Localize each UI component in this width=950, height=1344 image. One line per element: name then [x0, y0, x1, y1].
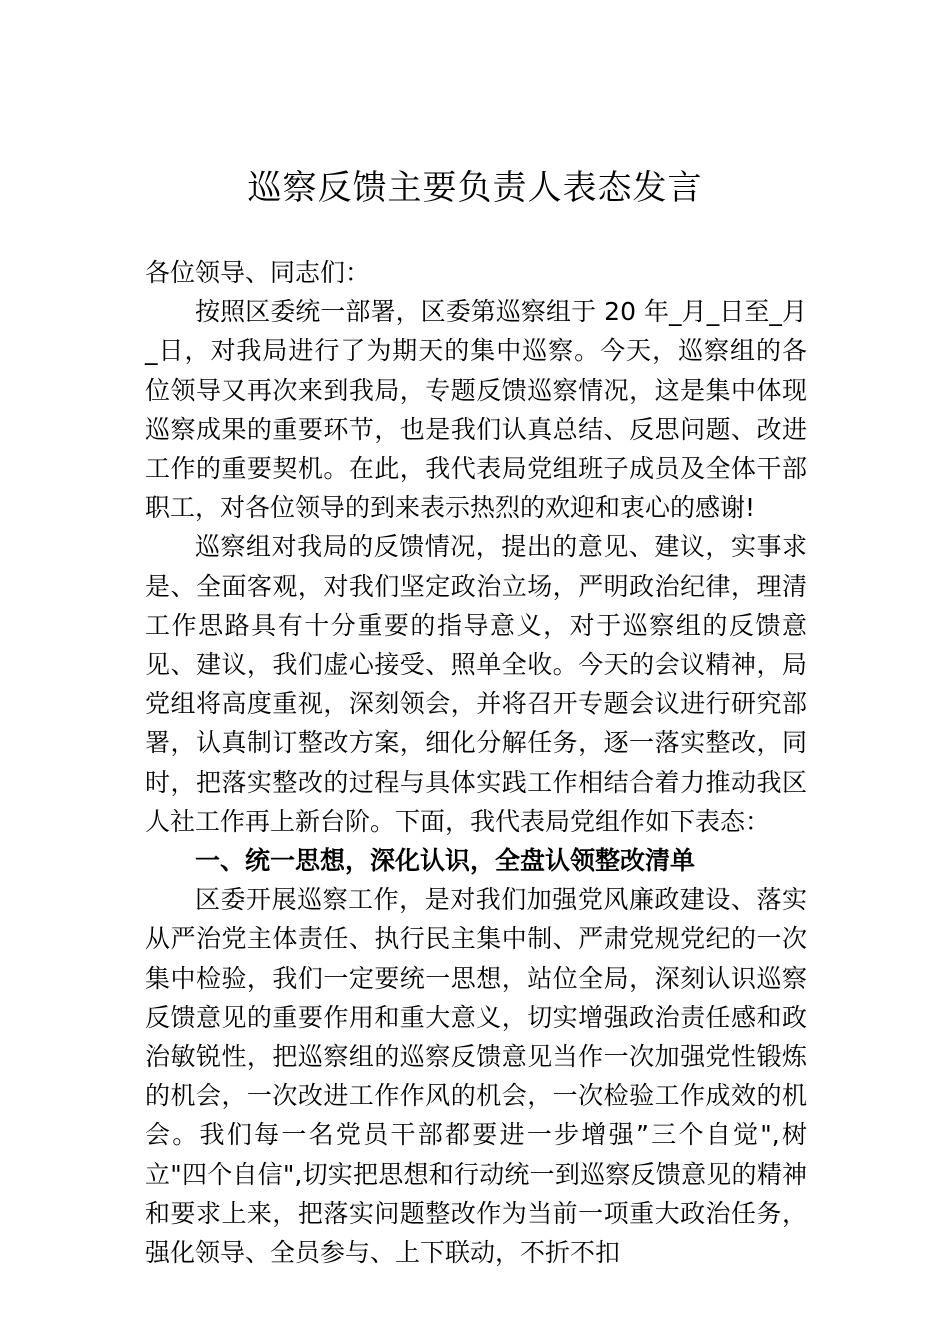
section-heading: 一、统一思想，深化认识，全盘认领整改清单 — [195, 846, 696, 876]
paragraph-response: 巡察组对我局的反馈情况，提出的意见、建议，实事求是、全面客观，对我们坚定政治立场，严明政治纪律，理清工作思路具有十分重要的指导意义，对于巡察组的反馈意见、建议，我们虚心接受、照单全收。今天的会议精神，局党组将高度重视，深刻领会，并将召开专题会议进行研究部署，认真制订整改方案，细化分解任务，逐一落实整改，同时，把落实整改的过程与具体实践工作相结合着力推动我区人社工作再上新台阶。下面，我代表局党组作如下表态： — [145, 532, 807, 836]
section-paragraph: 区委开展巡察工作，是对我们加强党风廉政建设、落实从严治党主体责任、执行民主集中制、严肃党规党纪的一次集中检验，我们一定要统一思想，站位全局，深刻认识巡察反馈意见的重要作用和重大意义，切实增强政治责任感和政治敏锐性，把巡察组的巡察反馈意见当作一次加强党性锻炼的机会，一次改进工作作风的机会，一次检验工作成效的机会。我们每一名党员干部都要进一步增强”三个自觉",树立"四个自信",切实把思想和行动统一到巡察反馈意见的精神和要求上来，把落实问题整改作为当前一项重大政治任务，强化领导、全员参与、上下联动，不折不扣 — [145, 885, 807, 1268]
document-body — [145, 253, 807, 1272]
salutation: 各位领导、同志们： — [145, 258, 371, 287]
paragraph-opening: 按照区委统一部署，区委第巡察组于 20 年_月_日至_月_日，对我局进行了为期天的集中巡察。今天，巡察组的各位领导又再次来到我局，专题反馈巡察情况，这是集中体现巡察成果的重要环节，也是我们认真总结、反思问题、改进工作的重要契机。在此，我代表局党组班子成员及全体干部职工，对各位领导的到来表示热烈的欢迎和衷心的感谢! — [145, 297, 807, 523]
document-title: 巡察反馈主要负责人表态发言 — [247, 168, 703, 208]
